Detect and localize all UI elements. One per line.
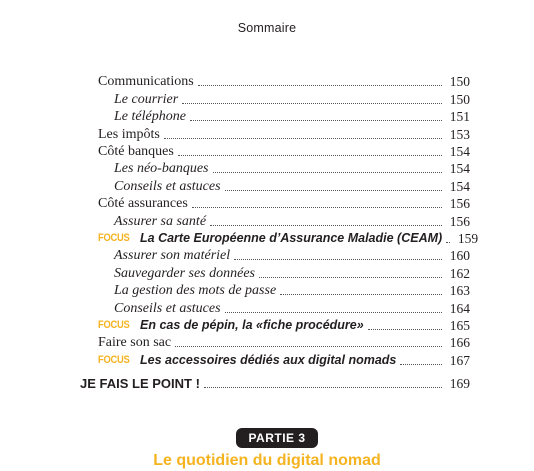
toc-entry	[114, 108, 470, 125]
toc-entry-page: 154	[449, 178, 470, 194]
toc-entry-page: 164	[449, 300, 470, 316]
dot-leader	[190, 120, 442, 121]
toc-entry-page: 166	[449, 335, 470, 351]
toc-entry-text: En cas de pépin, la «fiche procédure»	[140, 317, 364, 332]
dot-leader	[192, 207, 442, 208]
dot-leader	[446, 242, 450, 243]
dot-leader	[182, 103, 442, 104]
toc-entry-label: Les néo-banques	[114, 161, 209, 177]
toc-entry-page: 160	[449, 248, 470, 264]
toc-entry-label: Côté assurances	[98, 196, 188, 212]
focus-tag: FOCUS	[98, 353, 130, 366]
focus-tag: FOCUS	[98, 318, 130, 331]
toc-entry-label: Faire son sac	[98, 335, 172, 351]
toc-entry	[98, 125, 470, 142]
toc-entry	[114, 90, 470, 107]
toc-entry	[114, 212, 470, 229]
toc-entry	[98, 317, 470, 334]
toc-entry	[114, 160, 470, 177]
dot-leader	[204, 387, 442, 388]
toc-entry	[114, 299, 470, 316]
toc-entry-label: Assurer son matériel	[114, 248, 231, 264]
toc-entry-page: 159	[457, 230, 479, 246]
toc-entry-label	[98, 317, 364, 334]
toc-entry-label: Côté banques	[98, 143, 174, 159]
toc-entry-page: 156	[449, 213, 470, 229]
toc-entry-page: 169	[449, 376, 470, 392]
toc-entry	[98, 143, 470, 160]
toc-entry-page: 154	[449, 161, 470, 177]
toc-entry	[98, 230, 479, 247]
part-title: Le quotidien du digital nomad	[153, 452, 381, 469]
toc-entry-page: 150	[449, 91, 470, 107]
toc-entry	[98, 73, 470, 90]
toc-entry-label: Le téléphone	[114, 109, 186, 125]
page-header-title: Sommaire	[237, 21, 297, 35]
dot-leader	[198, 85, 442, 86]
toc-entry	[80, 375, 470, 392]
toc-entry-page: 151	[449, 109, 470, 125]
toc-entry-label	[98, 352, 396, 369]
part-badge: PARTIE 3	[236, 428, 318, 448]
toc-entry-label: Conseils et astuces	[114, 300, 221, 316]
dot-leader	[225, 312, 442, 313]
dot-leader	[175, 346, 442, 347]
dot-leader	[259, 277, 442, 278]
toc-entry-page: 162	[449, 265, 470, 281]
dot-leader	[164, 138, 442, 139]
dot-leader	[225, 190, 442, 191]
toc-entry	[98, 195, 470, 212]
toc-entry-label: La gestion des mots de passe	[114, 283, 277, 299]
toc-entry-page: 165	[449, 317, 470, 333]
dot-leader	[280, 294, 442, 295]
toc-entry-page: 154	[449, 143, 470, 159]
dot-leader	[213, 172, 443, 173]
toc-entry-label: Communications	[98, 74, 194, 90]
toc-entry-label: Le courrier	[114, 91, 179, 107]
toc-entry-page: 156	[449, 196, 470, 212]
focus-tag: FOCUS	[98, 231, 130, 244]
toc-entry	[98, 351, 470, 368]
toc-entry-page: 150	[449, 74, 470, 90]
dot-leader	[368, 329, 442, 330]
toc-entry-text: Les accessoires dédiés aux digital nomads	[140, 352, 397, 367]
toc-entry-label: Conseils et astuces	[114, 178, 221, 194]
toc-entry-label: Sauvegarder ses données	[114, 265, 256, 281]
toc-entry	[114, 177, 470, 194]
toc-entry-label: JE FAIS LE POINT !	[80, 376, 200, 392]
dot-leader	[234, 259, 442, 260]
toc-entry-text: La Carte Européenne d’Assurance Maladie (CEAM)	[140, 230, 443, 245]
toc-entry-page: 153	[449, 126, 470, 142]
toc-entry-label	[98, 230, 442, 247]
toc-entry	[114, 282, 470, 299]
toc-entry-page: 163	[449, 283, 470, 299]
toc-entry	[114, 264, 470, 281]
toc-entry-page: 167	[449, 352, 470, 368]
dot-leader	[178, 155, 442, 156]
toc-entry-label: Assurer sa santé	[114, 213, 207, 229]
toc-entry-label: Les impôts	[98, 126, 160, 142]
toc-entry	[98, 334, 470, 351]
dot-leader	[210, 225, 442, 226]
dot-leader	[400, 364, 442, 365]
toc-entry	[114, 247, 470, 264]
